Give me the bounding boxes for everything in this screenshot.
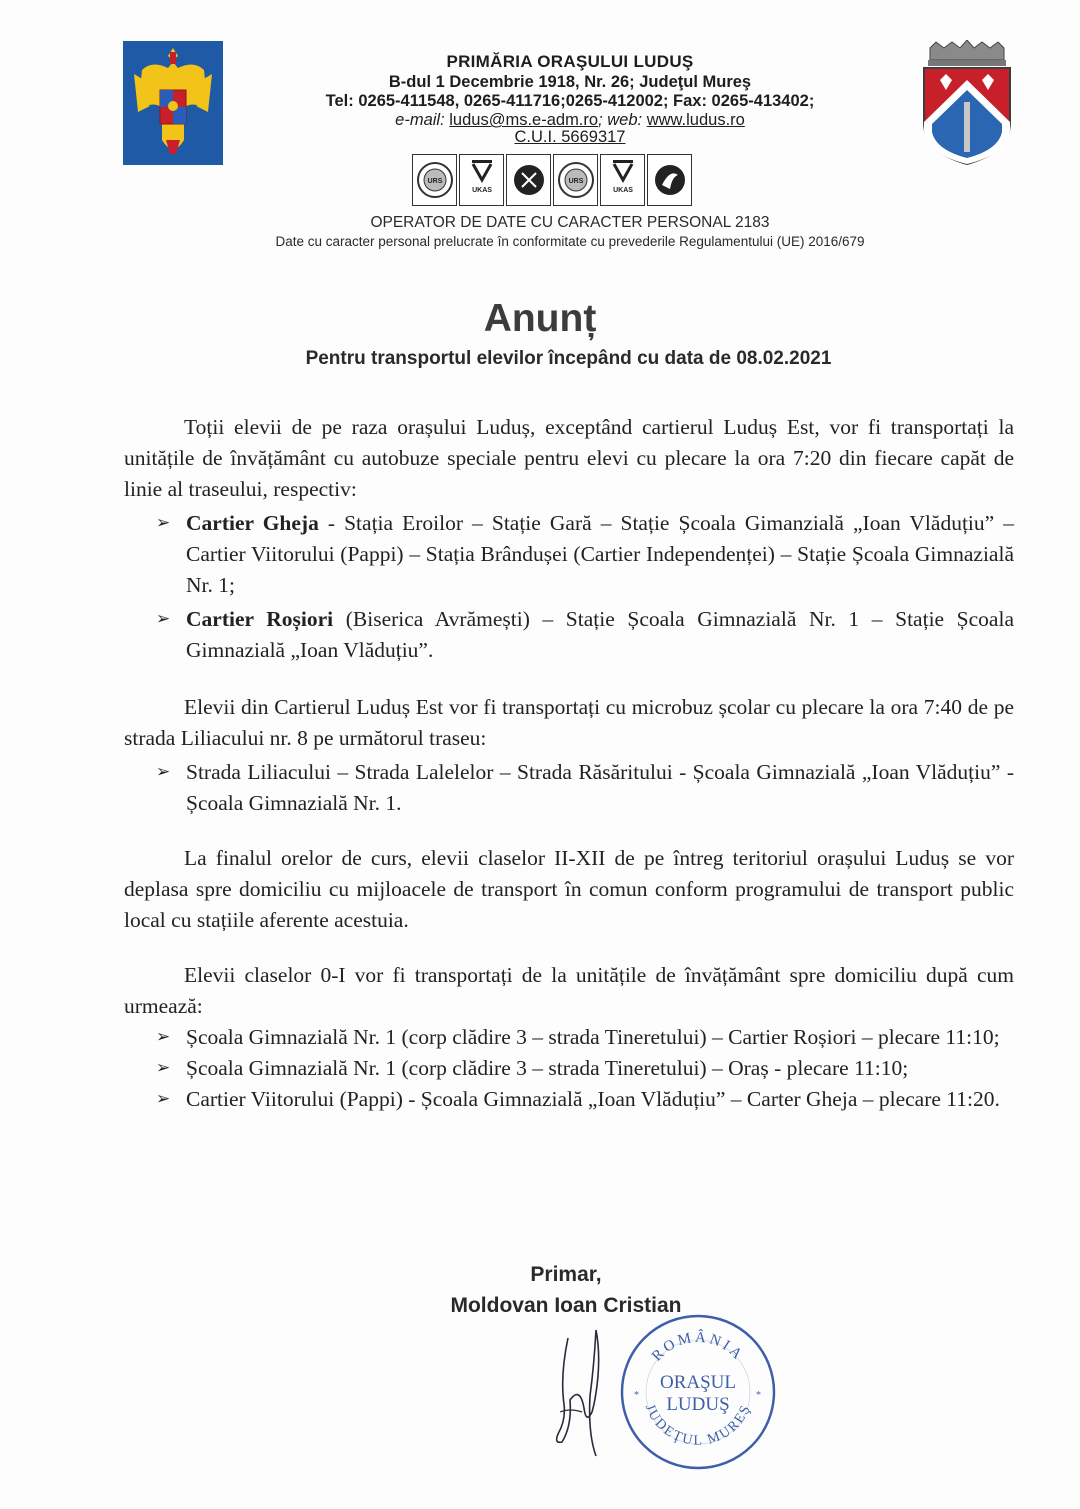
romania-coat-of-arms-icon [122,40,224,166]
email-label: e-mail: [395,111,445,129]
email-link[interactable]: ludus@ms.e-adm.ro [449,111,599,129]
arrow-bullet-icon: ➢ [156,1058,171,1078]
stamp-center-line2: LUDUŞ [666,1394,730,1415]
ludus-crest-icon [918,40,1016,166]
paragraph-morning-buses: Toții elevii de pe raza orașului Luduș, exceptând cartierul Luduș Est, vor fi transportați la unitățile de învățământ cu autobuze speciale pentru elevi cu plecare la ora 7:20 din fiecare capăt de linie al traseului, respectiv: [124,415,1014,501]
official-stamp-icon [616,1310,780,1474]
institution-header [230,52,910,146]
institution-address: B-dul 1 Decembrie 1918, Nr. 26; Judeţul Mureş [388,73,752,91]
paragraph-after-classes: La finalul orelor de curs, elevii claselor II-XII de pe întreg teritoriul orașului Luduș se vor deplasa spre domiciliu cu mijloacele de transport în comun conform programului de transport public local cu stațiile aferente acestuia. [124,846,1014,932]
route-stops: Școala Gimnazială Nr. 1 (corp clădire 3 – strada Tineretului) – Cartier Roșiori – plecare 11:10; [186,1025,1000,1049]
list-item [156,604,1014,666]
signatory-name: Moldovan Ioan Cristian [450,1294,682,1317]
morning-bus-routes [124,508,1014,666]
announcement-body [124,412,1014,1115]
urs-certification-icon [412,154,457,206]
page-title: Anunț [483,297,597,340]
web-link[interactable]: www.ludus.ro [646,111,745,129]
cui-code: C.U.I. 5669317 [514,128,626,146]
stamp-bottom-text: JUDEŢUL MUREŞ [641,1402,755,1449]
route-stops: - Stația Eroilor – Stație Gară – Stație Școala Gimanzială „Ioan Vlăduțiu” – Cartier Viitorului (Pappi) – Stația Brândușei (Cartier Independenței) – Stație Școala Gimnazială Nr. 1; [186,511,1014,597]
paragraph-small-classes: Elevii claselor 0-I vor fi transportați de la unitățile de învățământ spre domiciliu după cum urmează: [124,963,1014,1018]
minibus-route [124,757,1014,819]
svg-text:*: * [634,1390,639,1401]
urs-certification-icon-2 [553,154,598,206]
route-stops: Cartier Viitorului (Pappi) - Școala Gimnazială „Ioan Vlăduțiu” – Carter Gheja – plecare 11:20. [186,1087,1000,1111]
ukas-certification-icon [459,154,504,206]
institution-name: PRIMĂRIA ORAŞULUI LUDUŞ [446,52,694,71]
route-name: Cartier Gheja [186,511,319,535]
stamp-top-text: ROMÂNIA [649,1329,747,1365]
arrow-bullet-icon: ➢ [156,762,171,782]
cui-line [230,129,910,146]
list-item [156,1053,1014,1084]
arrow-bullet-icon: ➢ [156,609,171,629]
urs-mark-2: URS [568,178,583,185]
paragraph-minibus: Elevii din Cartierul Luduș Est vor fi transportați cu microbuz școlar cu plecare la ora 7:40 de pe strada Liliacului nr. 8 pe următorul traseu: [124,695,1014,750]
certification-logos [412,154,704,208]
contact-line [230,111,910,129]
institution-phones: Tel: 0265-411548, 0265-411716;0265-412002; Fax: 0265-413402; [325,92,815,110]
ukas-certification-icon-2 [600,154,645,206]
stamp-center-line1: ORAŞUL [659,1372,737,1393]
list-item [156,508,1014,601]
gdpr-note: Date cu caracter personal prelucrate în conformitate cu prevederile Regulamentului (UE) 2016/679 [275,234,865,249]
route-stops: Școala Gimnazială Nr. 1 (corp clădire 3 – strada Tineretului) – Oraș - plecare 11:10; [186,1056,909,1080]
arrow-bullet-icon: ➢ [156,1089,171,1109]
signatory-role: Primar, [530,1263,602,1286]
list-item [156,1084,1014,1115]
data-operator-line: OPERATOR DE DATE CU CARACTER PERSONAL 2183 [370,214,770,231]
ukas-mark-2: UKAS [612,187,633,194]
route-stops: (Biserica Avrămești) – Stație Școala Gimnazială Nr. 1 – Stație Școala Gimnazială „Ioan Vlăduțiu”. [186,607,1014,662]
arrow-bullet-icon: ➢ [156,1027,171,1047]
list-item [156,1022,1014,1053]
arrow-bullet-icon: ➢ [156,513,171,533]
route-name: Cartier Roșiori [186,607,334,631]
web-label: ; web: [598,111,643,129]
urs-mark: URS [427,178,442,185]
ukas-mark: UKAS [471,187,492,194]
route-stops: Strada Liliacului – Strada Lalelelor – Strada Răsăritului - Școala Gimnazială „Ioan Vlăduțiu” - Școala Gimnazială Nr. 1. [186,760,1014,815]
svg-text:*: * [756,1390,761,1401]
return-routes [124,1022,1014,1115]
environment-mark-icon [647,154,692,206]
list-item [156,757,1014,819]
svg-text:ROMÂNIA [649,1329,747,1365]
page-subtitle: Pentru transportul elevilor începând cu data de 08.02.2021 [305,348,832,369]
quality-mark-icon [506,154,551,206]
